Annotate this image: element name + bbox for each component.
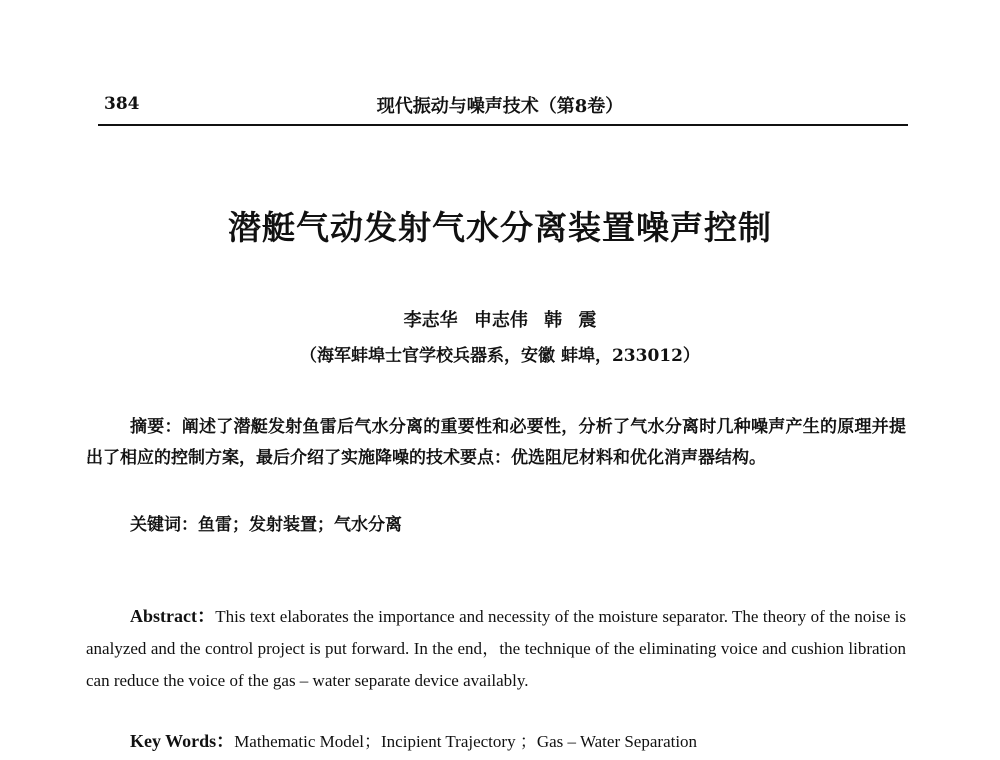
journal-title: 现代振动与噪声技术（第8卷） (376, 96, 624, 117)
chinese-keywords-label: 关键词： (130, 515, 198, 535)
english-keywords-label: Key Words： (130, 731, 235, 751)
page-number: 384 (104, 94, 140, 114)
english-abstract-text: This text elaborates the importance and necessity of the moisture separator. The theory of the noise is analyzed and the control project is put forward. In the end，the technique of the eliminating voice and cushion libration can reduce the voice of the gas – water separate device availably. (86, 607, 907, 690)
english-abstract (86, 600, 906, 697)
affiliation: （海军蚌埠士官学校兵器系，安徽 蚌埠，233012） (300, 346, 700, 366)
chinese-abstract-label: 摘要： (130, 417, 182, 437)
chinese-keywords (130, 510, 402, 535)
authors: 李志华 申志伟 韩 震 (403, 310, 597, 331)
english-keywords (130, 727, 697, 753)
chinese-abstract (86, 412, 906, 474)
english-keywords-text: Mathematic Model；Incipient Trajectory ；Gas – Water Separation (234, 732, 698, 751)
chinese-abstract-text: 阐述了潜艇发射鱼雷后气水分离的重要性和必要性，分析了气水分离时几种噪声产生的原理并提出了相应的控制方案，最后介绍了实施降噪的技术要点：优选阻尼材料和优化消声器结构。 (86, 417, 906, 468)
chinese-keywords-text: 鱼雷；发射装置；气水分离 (198, 515, 402, 535)
english-abstract-label: Abstract： (130, 606, 216, 626)
paper-title: 潜艇气动发射气水分离装置噪声控制 (228, 208, 772, 247)
header-rule (98, 124, 908, 126)
